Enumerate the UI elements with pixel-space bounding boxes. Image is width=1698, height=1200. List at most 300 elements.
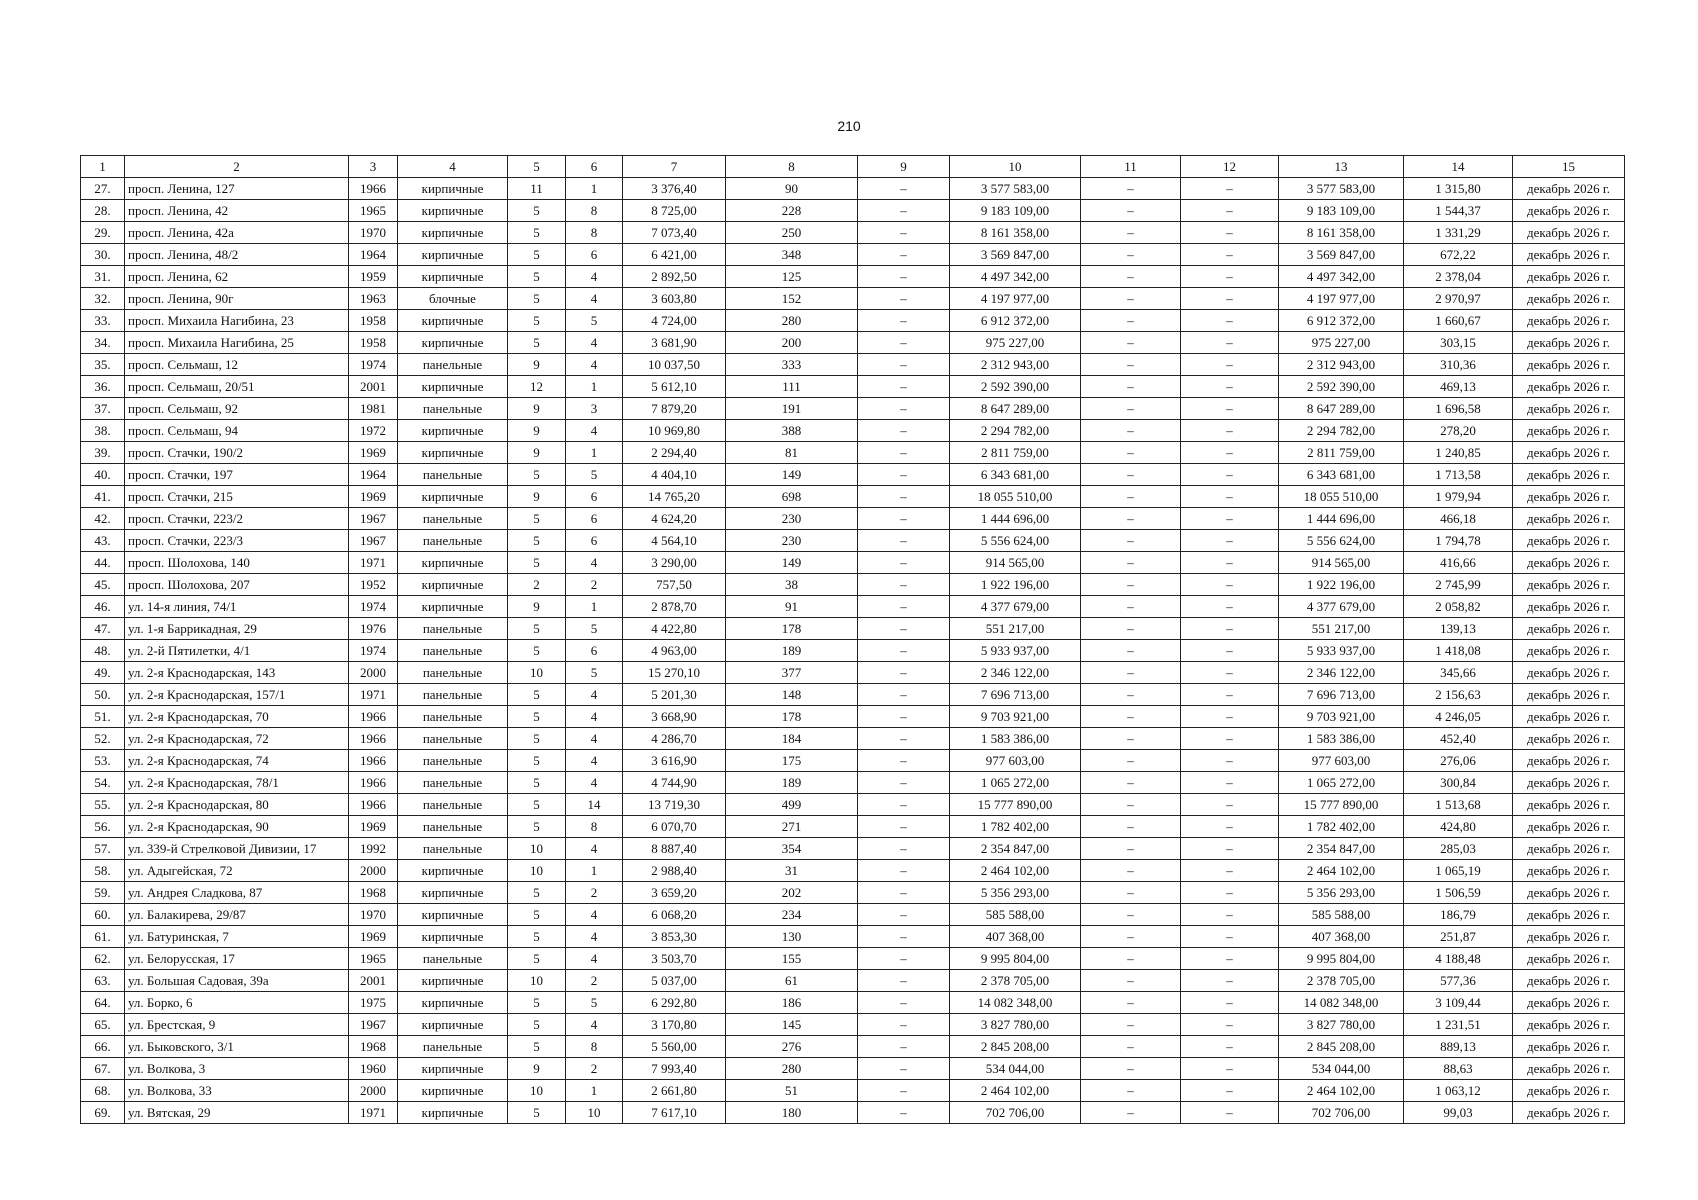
- cell-entrances: 2: [566, 1058, 623, 1080]
- cell-year-built: 1971: [349, 684, 398, 706]
- cell-year-built: 2000: [349, 662, 398, 684]
- cell-cost-per-sqm: 2 745,99: [1404, 574, 1513, 596]
- table-row: [81, 310, 1625, 332]
- cell-floors: 5: [508, 640, 566, 662]
- cell-deadline: декабрь 2026 г.: [1513, 1036, 1625, 1058]
- cell-wall-material: панельные: [398, 750, 508, 772]
- cell-address: ул. 14-я линия, 74/1: [125, 596, 349, 618]
- cell-cost-total: 5 356 293,00: [950, 882, 1081, 904]
- cell-deadline: декабрь 2026 г.: [1513, 310, 1625, 332]
- cell-wall-material: кирпичные: [398, 1014, 508, 1036]
- cell-wall-material: панельные: [398, 794, 508, 816]
- cell-cost-per-sqm: 1 506,59: [1404, 882, 1513, 904]
- cell-cost-total: 3 569 847,00: [950, 244, 1081, 266]
- cell-col-12: –: [1181, 926, 1279, 948]
- cell-residents: 178: [726, 706, 858, 728]
- cell-col-12: –: [1181, 420, 1279, 442]
- cell-floors: 10: [508, 662, 566, 684]
- cell-cost-per-sqm: 1 713,58: [1404, 464, 1513, 486]
- cell-deadline: декабрь 2026 г.: [1513, 684, 1625, 706]
- cell-col-9: –: [858, 398, 950, 420]
- cell-total-area: 4 724,00: [623, 310, 726, 332]
- cell-address: просп. Ленина, 62: [125, 266, 349, 288]
- cell-wall-material: кирпичные: [398, 1058, 508, 1080]
- cell-cost-per-sqm: 1 660,67: [1404, 310, 1513, 332]
- cell-deadline: декабрь 2026 г.: [1513, 838, 1625, 860]
- cell-cost-per-sqm: 1 544,37: [1404, 200, 1513, 222]
- cell-col-9: –: [858, 1102, 950, 1124]
- cell-entrances: 6: [566, 508, 623, 530]
- cell-col-9: –: [858, 992, 950, 1014]
- cell-row-number: 59.: [81, 882, 125, 904]
- cell-row-number: 38.: [81, 420, 125, 442]
- cell-col-11: –: [1081, 574, 1181, 596]
- table-row: [81, 354, 1625, 376]
- cell-floors: 10: [508, 970, 566, 992]
- cell-col-9: –: [858, 332, 950, 354]
- cell-cost-total: 1 065 272,00: [950, 772, 1081, 794]
- table-row: [81, 992, 1625, 1014]
- cell-residents: 189: [726, 640, 858, 662]
- cell-year-built: 1969: [349, 442, 398, 464]
- cell-row-number: 58.: [81, 860, 125, 882]
- cell-address: просп. Сельмаш, 12: [125, 354, 349, 376]
- cell-col-11: –: [1081, 486, 1181, 508]
- cell-cost-total: 4 197 977,00: [950, 288, 1081, 310]
- cell-address: ул. Белорусская, 17: [125, 948, 349, 970]
- cell-residents: 191: [726, 398, 858, 420]
- cell-cost-per-sqm: 4 246,05: [1404, 706, 1513, 728]
- cell-row-number: 35.: [81, 354, 125, 376]
- cell-col-12: –: [1181, 464, 1279, 486]
- cell-col-9: –: [858, 816, 950, 838]
- cell-deadline: декабрь 2026 г.: [1513, 1102, 1625, 1124]
- cell-col-11: –: [1081, 706, 1181, 728]
- cell-row-number: 51.: [81, 706, 125, 728]
- cell-cost-total: 2 312 943,00: [950, 354, 1081, 376]
- cell-residents: 152: [726, 288, 858, 310]
- cell-row-number: 47.: [81, 618, 125, 640]
- cell-col-11: –: [1081, 508, 1181, 530]
- cell-col-9: –: [858, 970, 950, 992]
- cell-total-area: 7 073,40: [623, 222, 726, 244]
- cell-col-12: –: [1181, 442, 1279, 464]
- cell-entrances: 2: [566, 970, 623, 992]
- cell-cost-per-sqm: 452,40: [1404, 728, 1513, 750]
- cell-year-built: 1966: [349, 772, 398, 794]
- cell-wall-material: панельные: [398, 530, 508, 552]
- cell-col-11: –: [1081, 1102, 1181, 1124]
- cell-floors: 5: [508, 706, 566, 728]
- cell-cost-fund: 1 444 696,00: [1279, 508, 1404, 530]
- cell-total-area: 8 725,00: [623, 200, 726, 222]
- cell-row-number: 64.: [81, 992, 125, 1014]
- cell-deadline: декабрь 2026 г.: [1513, 464, 1625, 486]
- cell-col-11: –: [1081, 442, 1181, 464]
- cell-col-9: –: [858, 178, 950, 200]
- cell-floors: 5: [508, 684, 566, 706]
- cell-cost-fund: 6 343 681,00: [1279, 464, 1404, 486]
- table-row: [81, 772, 1625, 794]
- cell-col-9: –: [858, 266, 950, 288]
- cell-residents: 250: [726, 222, 858, 244]
- cell-cost-total: 2 811 759,00: [950, 442, 1081, 464]
- cell-cost-total: 407 368,00: [950, 926, 1081, 948]
- cell-cost-total: 2 845 208,00: [950, 1036, 1081, 1058]
- cell-total-area: 7 993,40: [623, 1058, 726, 1080]
- cell-deadline: декабрь 2026 г.: [1513, 486, 1625, 508]
- cell-col-9: –: [858, 794, 950, 816]
- cell-col-11: –: [1081, 640, 1181, 662]
- cell-residents: 38: [726, 574, 858, 596]
- cell-row-number: 56.: [81, 816, 125, 838]
- cell-deadline: декабрь 2026 г.: [1513, 860, 1625, 882]
- cell-row-number: 50.: [81, 684, 125, 706]
- cell-cost-per-sqm: 139,13: [1404, 618, 1513, 640]
- cell-year-built: 1976: [349, 618, 398, 640]
- table-row: [81, 266, 1625, 288]
- cell-cost-per-sqm: 672,22: [1404, 244, 1513, 266]
- cell-col-12: –: [1181, 530, 1279, 552]
- cell-col-9: –: [858, 662, 950, 684]
- cell-wall-material: кирпичные: [398, 266, 508, 288]
- cell-col-9: –: [858, 442, 950, 464]
- cell-cost-total: 914 565,00: [950, 552, 1081, 574]
- cell-col-11: –: [1081, 816, 1181, 838]
- cell-entrances: 4: [566, 332, 623, 354]
- cell-row-number: 61.: [81, 926, 125, 948]
- cell-address: просп. Стачки, 223/3: [125, 530, 349, 552]
- cell-floors: 5: [508, 816, 566, 838]
- table-row: [81, 838, 1625, 860]
- cell-col-12: –: [1181, 178, 1279, 200]
- cell-residents: 31: [726, 860, 858, 882]
- cell-row-number: 48.: [81, 640, 125, 662]
- cell-cost-fund: 2 464 102,00: [1279, 1080, 1404, 1102]
- cell-residents: 228: [726, 200, 858, 222]
- cell-cost-per-sqm: 310,36: [1404, 354, 1513, 376]
- cell-floors: 5: [508, 882, 566, 904]
- cell-col-12: –: [1181, 728, 1279, 750]
- table-row: [81, 860, 1625, 882]
- cell-row-number: 63.: [81, 970, 125, 992]
- cell-deadline: декабрь 2026 г.: [1513, 882, 1625, 904]
- cell-residents: 51: [726, 1080, 858, 1102]
- cell-wall-material: кирпичные: [398, 926, 508, 948]
- cell-entrances: 4: [566, 288, 623, 310]
- cell-residents: 81: [726, 442, 858, 464]
- column-header-14: 14: [1404, 156, 1513, 178]
- cell-cost-per-sqm: 300,84: [1404, 772, 1513, 794]
- cell-wall-material: кирпичные: [398, 332, 508, 354]
- cell-wall-material: панельные: [398, 640, 508, 662]
- cell-cost-per-sqm: 424,80: [1404, 816, 1513, 838]
- cell-col-12: –: [1181, 948, 1279, 970]
- cell-col-11: –: [1081, 464, 1181, 486]
- cell-col-11: –: [1081, 376, 1181, 398]
- cell-residents: 333: [726, 354, 858, 376]
- cell-cost-total: 2 354 847,00: [950, 838, 1081, 860]
- cell-cost-fund: 585 588,00: [1279, 904, 1404, 926]
- cell-deadline: декабрь 2026 г.: [1513, 662, 1625, 684]
- cell-col-11: –: [1081, 882, 1181, 904]
- cell-cost-total: 4 377 679,00: [950, 596, 1081, 618]
- table-row: [81, 222, 1625, 244]
- cell-wall-material: кирпичные: [398, 596, 508, 618]
- cell-total-area: 4 404,10: [623, 464, 726, 486]
- cell-col-11: –: [1081, 728, 1181, 750]
- cell-floors: 5: [508, 772, 566, 794]
- cell-col-9: –: [858, 486, 950, 508]
- cell-entrances: 6: [566, 244, 623, 266]
- cell-cost-fund: 9 183 109,00: [1279, 200, 1404, 222]
- cell-entrances: 4: [566, 552, 623, 574]
- cell-wall-material: кирпичные: [398, 882, 508, 904]
- cell-col-9: –: [858, 618, 950, 640]
- cell-deadline: декабрь 2026 г.: [1513, 288, 1625, 310]
- cell-col-11: –: [1081, 552, 1181, 574]
- cell-entrances: 4: [566, 266, 623, 288]
- cell-floors: 5: [508, 508, 566, 530]
- cell-col-12: –: [1181, 794, 1279, 816]
- cell-total-area: 2 661,80: [623, 1080, 726, 1102]
- cell-col-11: –: [1081, 332, 1181, 354]
- cell-cost-total: 8 647 289,00: [950, 398, 1081, 420]
- table-row: [81, 750, 1625, 772]
- cell-total-area: 5 201,30: [623, 684, 726, 706]
- cell-address: ул. 2-я Краснодарская, 143: [125, 662, 349, 684]
- cell-col-12: –: [1181, 1058, 1279, 1080]
- cell-deadline: декабрь 2026 г.: [1513, 618, 1625, 640]
- cell-cost-total: 14 082 348,00: [950, 992, 1081, 1014]
- table-row: [81, 442, 1625, 464]
- cell-deadline: декабрь 2026 г.: [1513, 200, 1625, 222]
- cell-cost-per-sqm: 1 063,12: [1404, 1080, 1513, 1102]
- cell-year-built: 1966: [349, 750, 398, 772]
- cell-cost-per-sqm: 99,03: [1404, 1102, 1513, 1124]
- cell-col-12: –: [1181, 376, 1279, 398]
- cell-col-12: –: [1181, 882, 1279, 904]
- table-row: [81, 398, 1625, 420]
- cell-residents: 90: [726, 178, 858, 200]
- cell-col-12: –: [1181, 310, 1279, 332]
- column-header-6: 6: [566, 156, 623, 178]
- cell-cost-fund: 3 827 780,00: [1279, 1014, 1404, 1036]
- cell-row-number: 41.: [81, 486, 125, 508]
- cell-entrances: 6: [566, 530, 623, 552]
- cell-cost-fund: 1 065 272,00: [1279, 772, 1404, 794]
- cell-row-number: 60.: [81, 904, 125, 926]
- cell-cost-per-sqm: 1 331,29: [1404, 222, 1513, 244]
- cell-col-11: –: [1081, 860, 1181, 882]
- cell-year-built: 1974: [349, 640, 398, 662]
- cell-wall-material: панельные: [398, 508, 508, 530]
- cell-cost-per-sqm: 278,20: [1404, 420, 1513, 442]
- cell-year-built: 1965: [349, 200, 398, 222]
- cell-cost-fund: 15 777 890,00: [1279, 794, 1404, 816]
- cell-col-12: –: [1181, 596, 1279, 618]
- cell-residents: 280: [726, 310, 858, 332]
- cell-col-11: –: [1081, 772, 1181, 794]
- cell-entrances: 4: [566, 772, 623, 794]
- cell-col-12: –: [1181, 1102, 1279, 1124]
- cell-cost-per-sqm: 1 696,58: [1404, 398, 1513, 420]
- cell-entrances: 6: [566, 486, 623, 508]
- cell-cost-total: 6 343 681,00: [950, 464, 1081, 486]
- cell-entrances: 5: [566, 618, 623, 640]
- cell-col-9: –: [858, 948, 950, 970]
- cell-total-area: 3 290,00: [623, 552, 726, 574]
- cell-deadline: декабрь 2026 г.: [1513, 750, 1625, 772]
- cell-cost-total: 5 933 937,00: [950, 640, 1081, 662]
- table-row: [81, 200, 1625, 222]
- cell-floors: 9: [508, 1058, 566, 1080]
- cell-cost-per-sqm: 1 418,08: [1404, 640, 1513, 662]
- cell-residents: 91: [726, 596, 858, 618]
- cell-address: ул. 2-я Краснодарская, 72: [125, 728, 349, 750]
- cell-floors: 5: [508, 794, 566, 816]
- cell-deadline: декабрь 2026 г.: [1513, 640, 1625, 662]
- cell-total-area: 10 037,50: [623, 354, 726, 376]
- cell-address: просп. Ленина, 42а: [125, 222, 349, 244]
- cell-col-12: –: [1181, 750, 1279, 772]
- cell-cost-fund: 2 354 847,00: [1279, 838, 1404, 860]
- cell-cost-total: 977 603,00: [950, 750, 1081, 772]
- cell-year-built: 1967: [349, 1014, 398, 1036]
- column-header-9: 9: [858, 156, 950, 178]
- cell-deadline: декабрь 2026 г.: [1513, 552, 1625, 574]
- cell-row-number: 66.: [81, 1036, 125, 1058]
- cell-col-12: –: [1181, 816, 1279, 838]
- cell-residents: 184: [726, 728, 858, 750]
- cell-deadline: декабрь 2026 г.: [1513, 728, 1625, 750]
- cell-floors: 11: [508, 178, 566, 200]
- cell-address: ул. 339-й Стрелковой Дивизии, 17: [125, 838, 349, 860]
- cell-address: просп. Стачки, 197: [125, 464, 349, 486]
- cell-cost-fund: 1 922 196,00: [1279, 574, 1404, 596]
- cell-address: просп. Михаила Нагибина, 23: [125, 310, 349, 332]
- cell-total-area: 6 292,80: [623, 992, 726, 1014]
- cell-wall-material: кирпичные: [398, 178, 508, 200]
- registry-table: [80, 155, 1625, 1124]
- cell-col-9: –: [858, 508, 950, 530]
- cell-residents: 234: [726, 904, 858, 926]
- cell-cost-total: 15 777 890,00: [950, 794, 1081, 816]
- cell-cost-total: 585 588,00: [950, 904, 1081, 926]
- cell-row-number: 36.: [81, 376, 125, 398]
- cell-floors: 9: [508, 596, 566, 618]
- cell-year-built: 1958: [349, 310, 398, 332]
- cell-col-11: –: [1081, 178, 1181, 200]
- table-row: [81, 684, 1625, 706]
- cell-cost-per-sqm: 251,87: [1404, 926, 1513, 948]
- cell-col-12: –: [1181, 838, 1279, 860]
- cell-entrances: 5: [566, 464, 623, 486]
- cell-col-9: –: [858, 750, 950, 772]
- cell-entrances: 8: [566, 1036, 623, 1058]
- cell-total-area: 4 963,00: [623, 640, 726, 662]
- column-header-4: 4: [398, 156, 508, 178]
- cell-cost-total: 18 055 510,00: [950, 486, 1081, 508]
- cell-col-12: –: [1181, 288, 1279, 310]
- cell-year-built: 2000: [349, 860, 398, 882]
- cell-col-12: –: [1181, 266, 1279, 288]
- cell-year-built: 1969: [349, 816, 398, 838]
- cell-residents: 200: [726, 332, 858, 354]
- table-row: [81, 420, 1625, 442]
- cell-year-built: 2000: [349, 1080, 398, 1102]
- table-row: [81, 1036, 1625, 1058]
- cell-col-11: –: [1081, 244, 1181, 266]
- cell-col-9: –: [858, 882, 950, 904]
- cell-cost-total: 702 706,00: [950, 1102, 1081, 1124]
- cell-residents: 149: [726, 552, 858, 574]
- cell-year-built: 2001: [349, 970, 398, 992]
- cell-col-11: –: [1081, 1058, 1181, 1080]
- cell-cost-per-sqm: 186,79: [1404, 904, 1513, 926]
- cell-cost-per-sqm: 1 979,94: [1404, 486, 1513, 508]
- cell-address: ул. Брестская, 9: [125, 1014, 349, 1036]
- cell-cost-fund: 5 933 937,00: [1279, 640, 1404, 662]
- cell-year-built: 1970: [349, 222, 398, 244]
- cell-col-11: –: [1081, 904, 1181, 926]
- cell-address: просп. Шолохова, 207: [125, 574, 349, 596]
- cell-deadline: декабрь 2026 г.: [1513, 376, 1625, 398]
- cell-year-built: 1968: [349, 882, 398, 904]
- cell-cost-fund: 5 356 293,00: [1279, 882, 1404, 904]
- cell-entrances: 10: [566, 1102, 623, 1124]
- cell-wall-material: кирпичные: [398, 574, 508, 596]
- cell-col-12: –: [1181, 1014, 1279, 1036]
- cell-year-built: 1970: [349, 904, 398, 926]
- cell-wall-material: кирпичные: [398, 552, 508, 574]
- cell-col-11: –: [1081, 684, 1181, 706]
- cell-deadline: декабрь 2026 г.: [1513, 596, 1625, 618]
- cell-floors: 12: [508, 376, 566, 398]
- cell-col-9: –: [858, 376, 950, 398]
- cell-col-12: –: [1181, 860, 1279, 882]
- cell-row-number: 55.: [81, 794, 125, 816]
- cell-year-built: 1981: [349, 398, 398, 420]
- cell-col-11: –: [1081, 992, 1181, 1014]
- cell-row-number: 27.: [81, 178, 125, 200]
- cell-cost-fund: 7 696 713,00: [1279, 684, 1404, 706]
- cell-cost-total: 7 696 713,00: [950, 684, 1081, 706]
- cell-total-area: 3 668,90: [623, 706, 726, 728]
- table-row: [81, 1080, 1625, 1102]
- cell-wall-material: панельные: [398, 838, 508, 860]
- cell-total-area: 13 719,30: [623, 794, 726, 816]
- cell-cost-fund: 1 782 402,00: [1279, 816, 1404, 838]
- cell-col-9: –: [858, 200, 950, 222]
- cell-total-area: 3 603,80: [623, 288, 726, 310]
- cell-residents: 145: [726, 1014, 858, 1036]
- cell-deadline: декабрь 2026 г.: [1513, 530, 1625, 552]
- cell-cost-per-sqm: 303,15: [1404, 332, 1513, 354]
- table-row: [81, 178, 1625, 200]
- cell-year-built: 1992: [349, 838, 398, 860]
- cell-residents: 155: [726, 948, 858, 970]
- cell-entrances: 1: [566, 442, 623, 464]
- cell-col-11: –: [1081, 1080, 1181, 1102]
- table-row: [81, 1058, 1625, 1080]
- cell-deadline: декабрь 2026 г.: [1513, 178, 1625, 200]
- cell-year-built: 1958: [349, 332, 398, 354]
- cell-col-11: –: [1081, 1014, 1181, 1036]
- cell-wall-material: панельные: [398, 684, 508, 706]
- cell-col-12: –: [1181, 662, 1279, 684]
- cell-cost-per-sqm: 285,03: [1404, 838, 1513, 860]
